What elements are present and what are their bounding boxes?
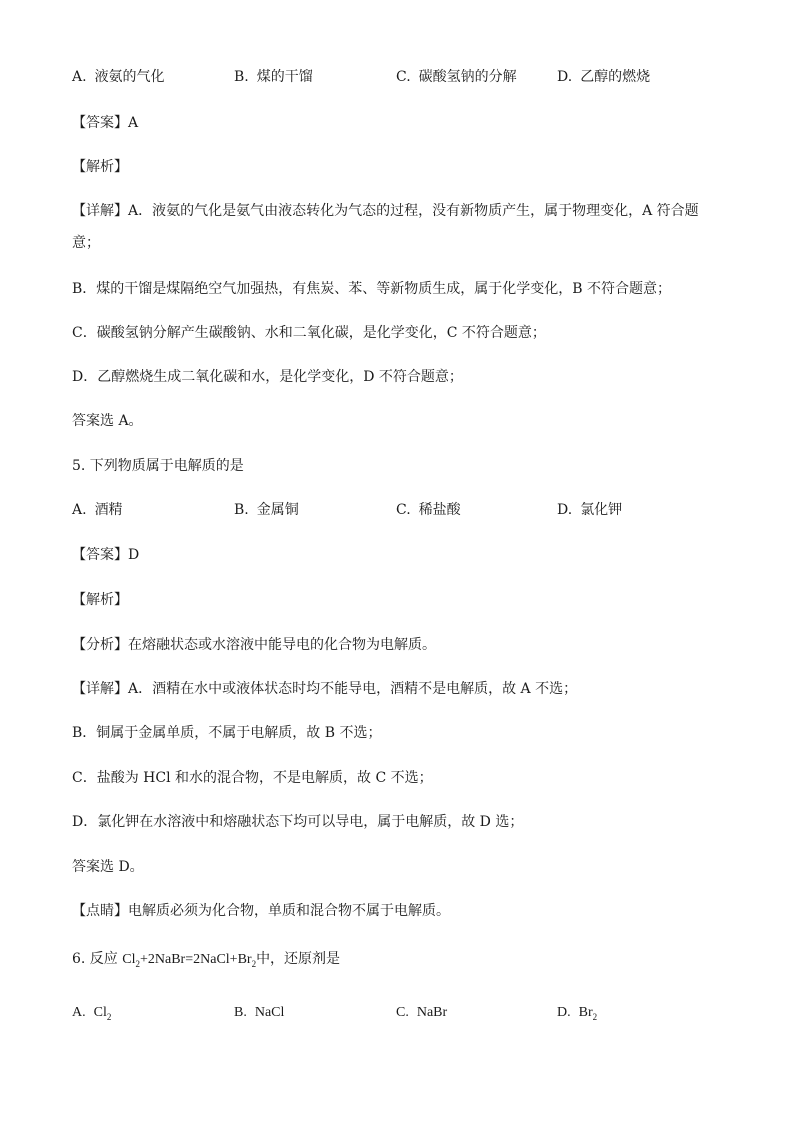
q4-detail-line1: 【详解】A．液氨的气化是氨气由液态转化为气态的过程，没有新物质产生，属于物理变化，A 符合题 [72,203,699,219]
option-letter: D. [557,1005,571,1020]
option-text: 碳酸氢钠的分解 [418,69,517,85]
q6-eq-br-sub: 2 [251,959,257,969]
option-letter: D. [557,69,573,85]
option-text: NaCl [254,1005,285,1020]
q6-question [72,948,340,969]
q4-option-d [557,66,650,86]
q6-eq-cl-sub: 2 [135,959,140,969]
q4-detail-d: D．乙醇燃烧生成二氧化碳和水，是化学变化，D 不符合题意； [72,369,463,385]
q5-option-a [72,499,123,519]
q5-conclusion: 答案选 D。 [72,859,144,875]
q4-analysis-label: 【解析】 [72,159,128,175]
q5-answer: 【答案】D [72,547,140,563]
option-letter: B. [234,502,249,518]
q6-prefix: 6. 反应 [72,951,123,967]
q4-option-a [72,66,165,86]
q6-eq-cl: Cl [122,952,136,967]
option-text: 煤的干馏 [256,69,313,85]
option-sub: 2 [106,1012,112,1022]
q5-option-d [557,499,622,519]
option-letter: A. [72,1005,86,1020]
option-letter: A. [72,69,87,85]
option-text: 氯化钾 [580,502,623,518]
option-text: 液氨的气化 [94,69,165,85]
q4-option-b [234,66,313,86]
q5-detail-b: B．铜属于金属单质，不属于电解质，故 B 不选； [72,725,382,741]
option-text: 酒精 [94,502,123,518]
option-text: Cl [93,1005,107,1020]
q6-option-d [557,1005,597,1022]
q4-conclusion: 答案选 A。 [72,413,143,429]
option-letter: B. [234,1005,247,1020]
q5-dianjing: 【点睛】电解质必须为化合物，单质和混合物不属于电解质。 [72,903,450,919]
q4-detail-c: C．碳酸氢钠分解产生碳酸钠、水和二氧化碳，是化学变化，C 不符合题意； [72,325,546,341]
q4-detail-b: B．煤的干馏是煤隔绝空气加强热，有焦炭、苯、等新物质生成，属于化学变化，B 不符合题意； [72,281,672,297]
q6-suffix: 中，还原剂是 [256,951,341,967]
option-sub: 2 [592,1012,598,1022]
option-text: 乙醇的燃烧 [580,69,651,85]
q4-option-c [396,66,517,86]
option-letter: B. [234,69,249,85]
q6-option-b [234,1005,284,1021]
option-letter: A. [72,502,87,518]
option-letter: C. [396,502,411,518]
option-text: Br [578,1005,593,1020]
option-text: NaBr [416,1005,448,1020]
option-text: 金属铜 [256,502,299,518]
q5-question: 5. 下列物质属于电解质的是 [72,458,244,474]
q6-option-a [72,1005,111,1022]
q6-eq-mid: +2NaBr=2NaCl+Br [140,952,252,967]
option-text: 稀盐酸 [418,502,461,518]
q5-detail-a: 【详解】A．酒精在水中或液体状态时均不能导电，酒精不是电解质，故 A 不选； [72,681,578,697]
q4-answer: 【答案】A [72,115,139,131]
q5-analysis-label: 【解析】 [72,592,128,608]
option-letter: C. [396,1005,409,1020]
q4-detail-line2: 意； [72,235,100,251]
q5-option-c [396,499,461,519]
option-letter: D. [557,502,573,518]
q5-fenxi: 【分析】在熔融状态或水溶液中能导电的化合物为电解质。 [72,637,436,653]
option-letter: C. [396,69,411,85]
q5-option-b [234,499,299,519]
q6-option-c [396,1005,447,1021]
q5-detail-c: C．盐酸为 HCl 和水的混合物，不是电解质，故 C 不选； [72,770,433,786]
q5-detail-d: D．氯化钾在水溶液中和熔融状态下均可以导电，属于电解质，故 D 选； [72,814,524,830]
